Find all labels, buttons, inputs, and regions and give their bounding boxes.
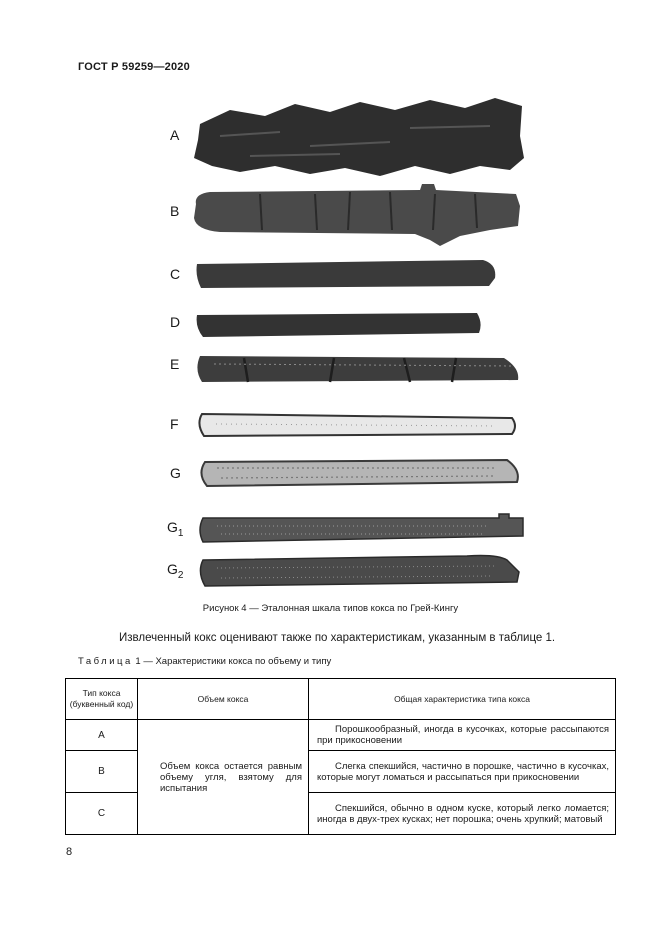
table-title-rest: — Характеристики кокса по объему и типу — [143, 656, 332, 667]
sample-label-g2: $G_2$ — [167, 561, 184, 581]
sample-label-a: A — [170, 127, 180, 143]
coke-sample-a-image — [190, 96, 530, 180]
sample-label-c: C — [170, 266, 181, 282]
sample-label-d: D — [170, 314, 181, 330]
coke-sample-b-image — [190, 184, 525, 250]
intro-paragraph: Извлеченный кокс оценивают также по характеристикам, указанным в таблице 1. — [119, 632, 556, 644]
page-number: 8 — [66, 846, 73, 858]
header-general-characteristic: Общая характеристика типа кокса — [309, 679, 616, 720]
header-coke-volume: Объем кокса — [138, 679, 309, 720]
sample-label-b: B — [170, 203, 180, 219]
document-header: ГОСТ Р 59259—2020 — [78, 61, 190, 73]
table-row — [66, 720, 616, 751]
header-coke-type: Тип кокса (буквенный код) — [66, 679, 138, 720]
table-title-number: 1 — [135, 656, 141, 667]
sample-label-f: F — [170, 416, 179, 432]
coke-sample-f-image — [196, 410, 518, 440]
cell-desc-c: Спекшийся, обычно в одном куске, который легко ломается; иногда в двух-трех кусках; нет порошка; очень хрупкий; матовый — [309, 793, 616, 835]
coke-sample-g2-image — [197, 552, 525, 590]
sample-label-g1: $G_1$ — [167, 519, 184, 539]
cell-type-a: A — [66, 720, 138, 751]
table-header-row — [66, 679, 616, 720]
coke-sample-c-image — [193, 258, 499, 290]
cell-desc-b: Слегка спекшийся, частично в порошке, частично в кусочках, которые могут ломаться и рассыпаться при прикосновении — [309, 751, 616, 793]
cell-type-c: C — [66, 793, 138, 835]
coke-sample-d-image — [193, 309, 485, 339]
sample-label-g: G — [170, 465, 181, 481]
table-title-prefix: Таблица — [78, 656, 133, 667]
cell-desc-a: Порошкообразный, иногда в кусочках, которые рассыпаются при прикосновении — [309, 720, 616, 751]
coke-sample-g-image — [197, 456, 523, 490]
coke-sample-g1-image — [197, 512, 529, 546]
sample-label-e: E — [170, 356, 180, 372]
coke-characteristics-table — [65, 678, 616, 835]
coke-sample-e-image — [194, 352, 524, 386]
figure-caption: Рисунок 4 — Эталонная шкала типов кокса по Грей-Кингу — [202, 603, 459, 614]
cell-type-b: B — [66, 751, 138, 793]
table-title — [78, 656, 331, 667]
cell-volume: Объем кокса остается равным объему угля, взятому для испытания — [138, 720, 309, 835]
